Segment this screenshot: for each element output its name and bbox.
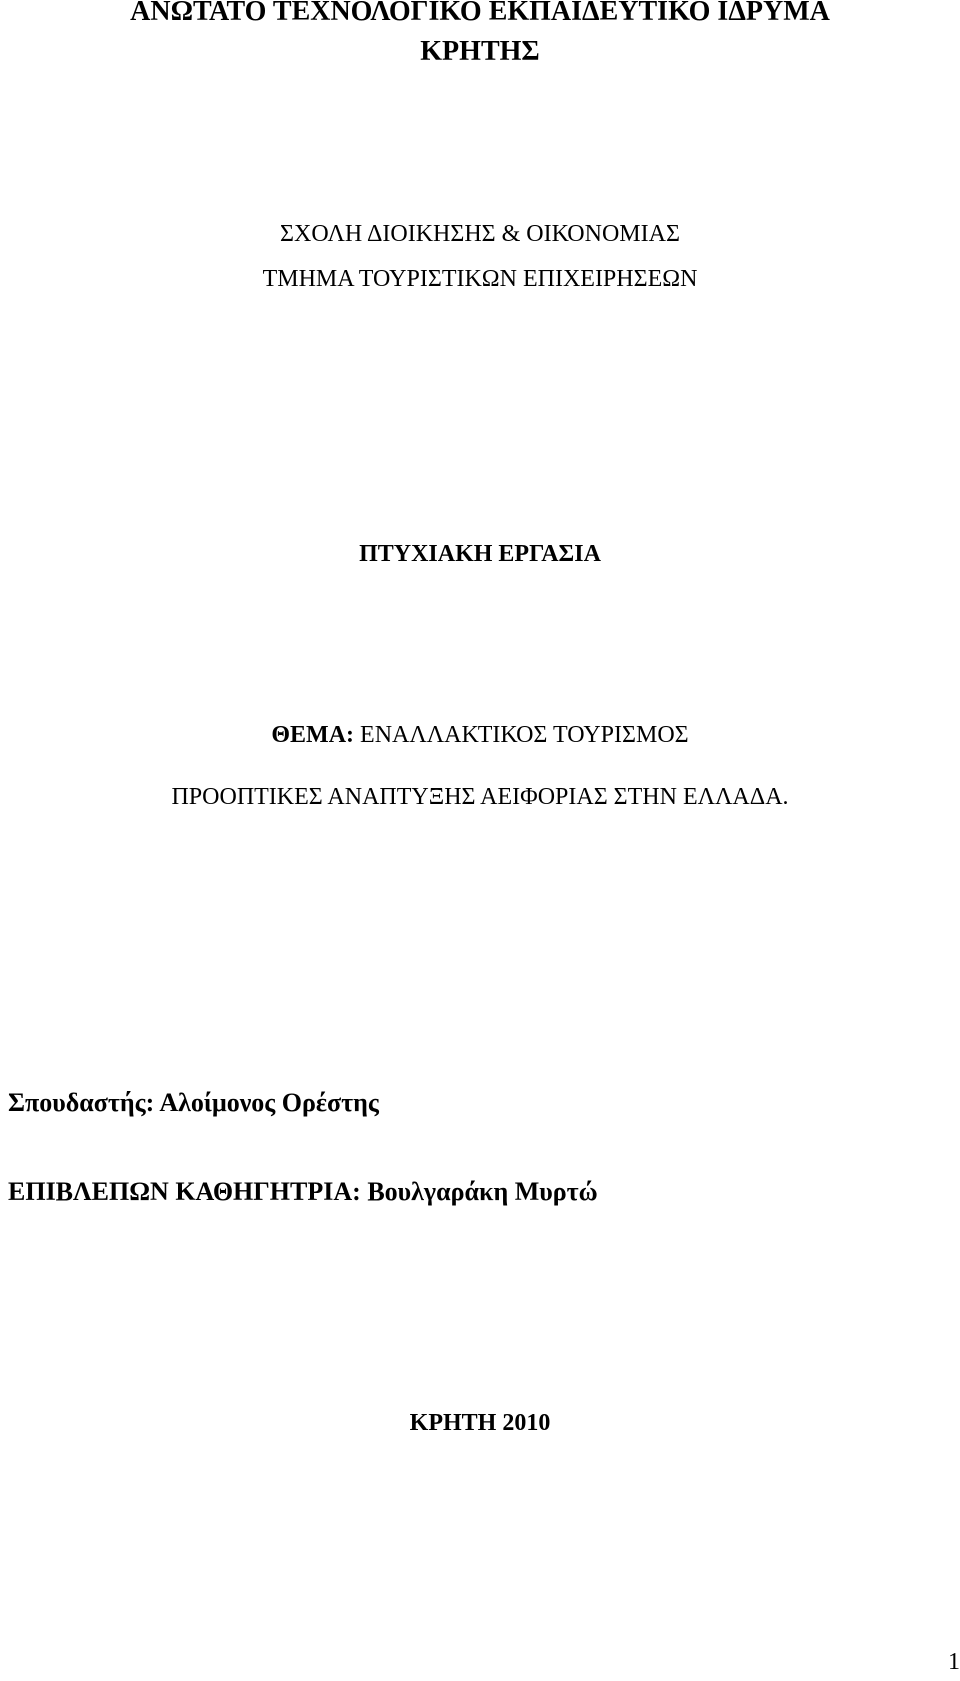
subject-line1 bbox=[0, 723, 960, 747]
student-label: Σπουδαστής: bbox=[8, 1088, 155, 1117]
institution-name-line2: ΚΡΗΤΗΣ bbox=[420, 36, 540, 67]
school-name: ΣΧΟΛΗ ΔΙΟΙΚΗΣΗΣ & ΟΙΚΟΝΟΜΙΑΣ bbox=[280, 221, 680, 247]
supervisor-name: Βουλγαράκη Μυρτώ bbox=[367, 1177, 598, 1206]
department-name: ΤΜΗΜΑ ΤΟΥΡΙΣΤΙΚΩΝ ΕΠΙΧΕΙΡΗΣΕΩΝ bbox=[262, 266, 698, 292]
student-line bbox=[8, 1090, 379, 1116]
student-name: Αλοίμονος Ορέστης bbox=[159, 1088, 379, 1117]
institution-name-line1: ΑΝΩΤΑΤΟ ΤΕΧΝΟΛΟΓΙΚΟ ΕΚΠΑΙΔΕΥΤΙΚΟ ΙΔΡΥΜΑ bbox=[130, 0, 830, 27]
subject-label: ΘΕΜΑ: bbox=[271, 722, 355, 748]
supervisor-label: ΕΠΙΒΛΕΠΩΝ ΚΑΘΗΓΗΤΡΙΑ: bbox=[8, 1177, 361, 1206]
subject-title: ΕΝΑΛΛΑΚΤΙΚΟΣ ΤΟΥΡΙΣΜΟΣ bbox=[360, 722, 689, 748]
document-type-title: ΠΤΥΧΙΑΚΗ ΕΡΓΑΣΙΑ bbox=[359, 541, 601, 567]
supervisor-line bbox=[8, 1179, 598, 1205]
place-year: ΚΡΗΤΗ 2010 bbox=[409, 1410, 551, 1436]
page-number: 1 bbox=[948, 1649, 960, 1675]
subject-line2: ΠΡΟΟΠΤΙΚΕΣ ΑΝΑΠΤΥΞΗΣ ΑΕΙΦΟΡΙΑΣ ΣΤΗΝ ΕΛΛΑΔΑ. bbox=[171, 784, 789, 810]
